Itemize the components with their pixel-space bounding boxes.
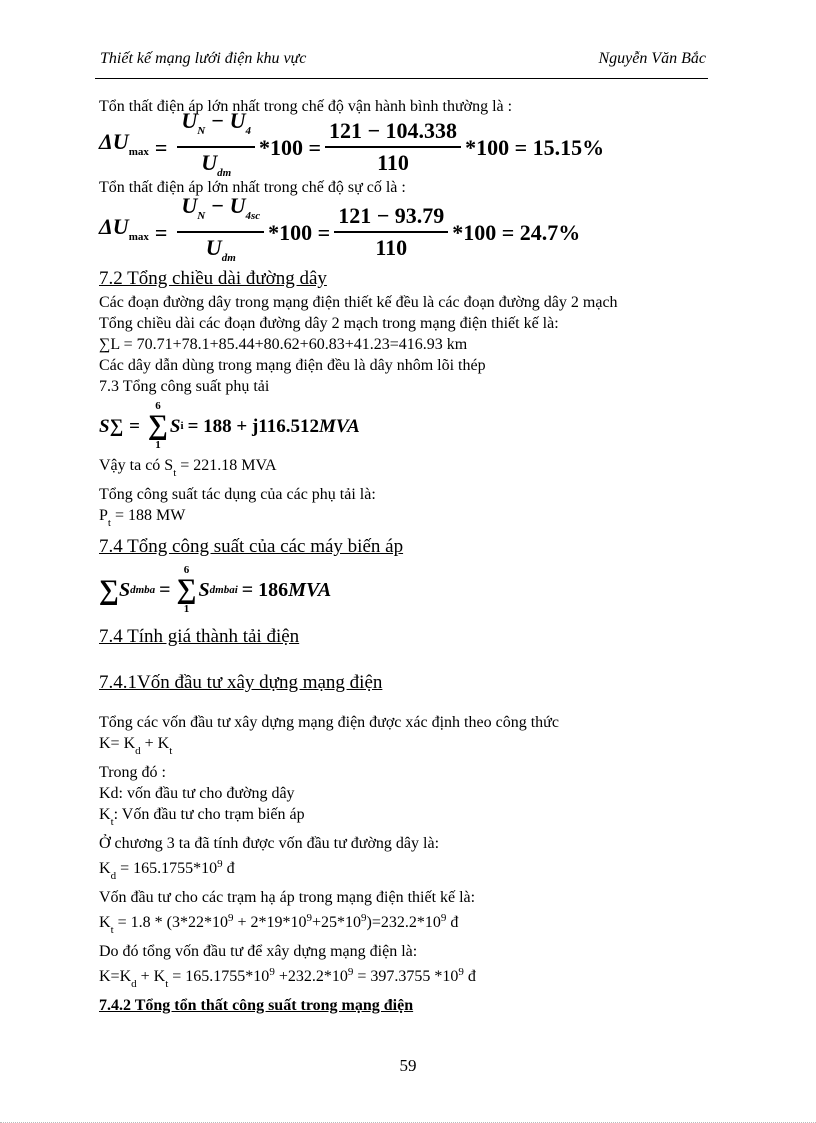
- investment-formula: [99, 733, 699, 762]
- where-label: Trong đó :: [99, 764, 166, 781]
- kd-value: [99, 854, 699, 887]
- eq4-rhs-sub: dmbai: [209, 583, 238, 596]
- investment-intro: Tổng các vốn đầu tư xây dựng mạng điện được xác định theo công thức: [99, 714, 559, 731]
- eq1-den-sub: dm: [217, 167, 232, 179]
- l2-b-sub: t: [169, 745, 173, 757]
- spacer: [99, 650, 699, 670]
- sigma-symbol: ∑: [99, 574, 119, 606]
- eq1-num-a: U: [181, 108, 198, 133]
- eq2-result: *100 = 24.7%: [452, 219, 581, 245]
- eq1-numeric-denominator: 110: [377, 150, 409, 175]
- eq4-sum-lower: 1: [183, 603, 190, 615]
- eq1-lhs-sub: max: [128, 146, 149, 158]
- eq3-lhs: S∑: [99, 415, 124, 437]
- eq1-lhs-symbol: ΔU: [99, 129, 129, 154]
- eq1-numeric-numerator: 121 − 104.338: [325, 117, 461, 148]
- header-author: Nguyễn Văn Bắc: [598, 50, 706, 67]
- substation-investment-intro: Vốn đầu tư cho các trạm hạ áp trong mạng điện thiết kế là:: [99, 889, 476, 906]
- transformer-power-equation: [99, 560, 699, 620]
- sigma-symbol: ∑: [147, 410, 168, 441]
- pt-sub: t: [107, 517, 111, 529]
- l11-sup1: 9: [269, 966, 275, 978]
- l9-a: K: [99, 914, 111, 931]
- eq2-numeric-fraction: [334, 202, 448, 262]
- sigma-symbol: ∑: [176, 574, 197, 605]
- eq3-equals: =: [129, 415, 140, 437]
- eq2-symbolic-numerator: [177, 192, 264, 233]
- l7-b: = 165.1755*10: [116, 860, 218, 877]
- kd-definition: Kd: vốn đầu tư cho đường dây: [99, 785, 295, 802]
- l9-d: +25*10: [312, 914, 362, 931]
- section-7-3-heading: 7.3 Tổng công suất phụ tải: [99, 378, 270, 395]
- l9-e: )=232.2*10: [366, 914, 441, 931]
- l11-b-sub: t: [165, 978, 169, 990]
- eq2-den: U: [205, 235, 222, 260]
- eq4-rhs-unit: MVA: [288, 578, 332, 601]
- eq2-multiplier: *100 =: [268, 219, 331, 245]
- running-header: [100, 50, 706, 72]
- eq2-num-a-sub: N: [197, 210, 206, 222]
- eq2-den-sub: dm: [221, 252, 236, 264]
- eq1-numeric-fraction: [325, 117, 461, 177]
- eq4-rhs-value: = 186: [241, 578, 289, 601]
- eq1-lhs: [99, 131, 149, 163]
- header-title: Thiết kế mạng lưới điện khu vực: [100, 50, 307, 67]
- l7-a: K: [99, 860, 111, 877]
- eq1-result: *100 = 15.15%: [465, 134, 605, 160]
- chapter-3-reference: Ở chương 3 ta đã tính được vốn đầu tư đường dây là:: [99, 835, 440, 852]
- page-body: [99, 96, 699, 1016]
- section-7-2-paragraph-1: Các đoạn đường dây trong mạng điện thiết kế đều là các đoạn đường dây 2 mạch: [99, 294, 618, 311]
- l11-a-sub: d: [131, 978, 137, 990]
- l11-b: + K: [136, 968, 166, 985]
- kt-definition: [99, 804, 699, 833]
- pt-prefix: P: [99, 507, 108, 524]
- l5-a-sub: t: [110, 816, 114, 828]
- l11-sup2: 9: [347, 966, 354, 978]
- section-7-4-2-heading: 7.4.2 Tổng tổn thất công suất trong mạng điện: [99, 997, 414, 1014]
- eq2-num-b-sub: 4sc: [245, 210, 261, 222]
- active-power-intro: Tổng công suất tác dụng của các phụ tải là:: [99, 486, 376, 503]
- eq4-equals: =: [159, 578, 171, 601]
- eq2-num-b: − U: [210, 193, 246, 218]
- eq1-multiplier: *100 =: [258, 134, 322, 160]
- eq1-symbolic-fraction: [177, 107, 255, 187]
- l11-a: K=K: [99, 968, 132, 985]
- l5-b: : Vốn đầu tư cho trạm biến áp: [113, 806, 305, 823]
- eq2-lhs-symbol: ΔU: [99, 214, 129, 239]
- eq1-num-b-sub: 4: [245, 125, 251, 137]
- l2-b: + K: [140, 735, 170, 752]
- l9-a-sub: t: [110, 924, 114, 936]
- total-apparent-power: [99, 455, 699, 484]
- l7-a-sub: d: [110, 870, 117, 882]
- l2-a: K= K: [99, 735, 136, 752]
- eq2-lhs: [99, 216, 149, 248]
- eq2-lhs-sub: max: [128, 231, 149, 243]
- eq4-summation: [177, 565, 197, 615]
- eq2-num-a: U: [181, 193, 198, 218]
- l9-c: + 2*19*10: [233, 914, 307, 931]
- eq4-lhs-sub: dmba: [130, 583, 156, 596]
- page-number: 59: [399, 1056, 417, 1075]
- l9-sup3: 9: [361, 912, 367, 924]
- total-length-equation: ∑L = 70.71+78.1+85.44+80.62+60.83+41.23=416.93 km: [99, 336, 468, 353]
- voltage-loss-normal-equation: [99, 108, 699, 179]
- header-rule: [95, 78, 708, 79]
- l9-f: đ: [446, 914, 459, 931]
- l7-sup: 9: [217, 858, 223, 870]
- eq3-rhs: = 188 + j116.512: [187, 415, 319, 437]
- spacer: [99, 696, 699, 712]
- l9-sup1: 9: [227, 912, 234, 924]
- section-7-2-paragraph-4: Các dây dẫn dùng trong mạng điện đều là dây nhôm lõi thép: [99, 357, 486, 374]
- section-7-2-heading: 7.2 Tổng chiều dài đường dây: [99, 268, 327, 289]
- section-7-4-1-heading: 7.4.1Vốn đầu tư xây dựng mạng điện: [99, 672, 383, 693]
- eq1-symbolic-numerator: [177, 107, 255, 148]
- eq1-num-b: − U: [210, 108, 246, 133]
- l11-c: = 165.1755*10: [168, 968, 270, 985]
- l11-d: +232.2*10: [274, 968, 348, 985]
- st-prefix: Vậy ta có S: [99, 457, 174, 474]
- eq3-term: S: [169, 415, 181, 437]
- eq4-lhs-term: S: [118, 578, 131, 601]
- eq2-numeric-denominator: 110: [375, 235, 408, 260]
- section-7-4-transformer-heading: 7.4 Tổng công suất của các máy biến áp: [99, 536, 404, 557]
- voltage-loss-fault-equation: [99, 193, 699, 266]
- l7-c: đ: [222, 860, 235, 877]
- eq3-term-sub: i: [180, 419, 184, 432]
- l11-e: = 397.3755 *10: [353, 968, 459, 985]
- total-investment-intro: Do đó tổng vốn đầu tư để xây dựng mạng điện là:: [99, 943, 418, 960]
- st-value: = 221.18 MVA: [176, 457, 277, 474]
- eq1-equals: =: [154, 134, 168, 160]
- eq3-sum-upper: 6: [155, 400, 161, 412]
- l9-sup4: 9: [440, 912, 447, 924]
- eq3-summation: [148, 401, 168, 451]
- eq1-den: U: [201, 150, 218, 175]
- eq4-rhs-term: S: [198, 578, 210, 601]
- eq2-numeric-numerator: 121 − 93.79: [334, 202, 448, 233]
- total-active-power: [99, 505, 699, 534]
- eq2-equals: =: [154, 219, 168, 245]
- total-load-power-equation: [99, 397, 699, 455]
- l11-sup3: 9: [458, 966, 464, 978]
- kt-value: [99, 908, 699, 941]
- eq3-sum-lower: 1: [155, 439, 161, 451]
- fault-voltage-intro: Tổn thất điện áp lớn nhất trong chế độ sự cố là :: [99, 179, 406, 196]
- eq3-unit: MVA: [319, 415, 360, 437]
- section-7-4-cost-heading: 7.4 Tính giá thành tải điện: [99, 626, 300, 647]
- total-investment-value: [99, 962, 699, 995]
- eq1-num-a-sub: N: [197, 125, 206, 137]
- l5-a: K: [99, 806, 111, 823]
- pt-value: = 188 MW: [110, 507, 186, 524]
- st-sub: t: [173, 467, 177, 479]
- l9-sup2: 9: [306, 912, 313, 924]
- l9-b: = 1.8 * (3*22*10: [113, 914, 228, 931]
- normal-voltage-intro: Tổn thất điện áp lớn nhất trong chế độ vận hành bình thường là :: [99, 98, 513, 115]
- eq2-symbolic-fraction: [177, 192, 264, 272]
- eq4-sum-upper: 6: [183, 564, 190, 576]
- section-7-2-paragraph-2: Tổng chiều dài các đoạn đường dây 2 mạch trong mạng điện thiết kế là:: [99, 315, 559, 332]
- l11-f: đ: [463, 968, 476, 985]
- l2-a-sub: d: [135, 745, 141, 757]
